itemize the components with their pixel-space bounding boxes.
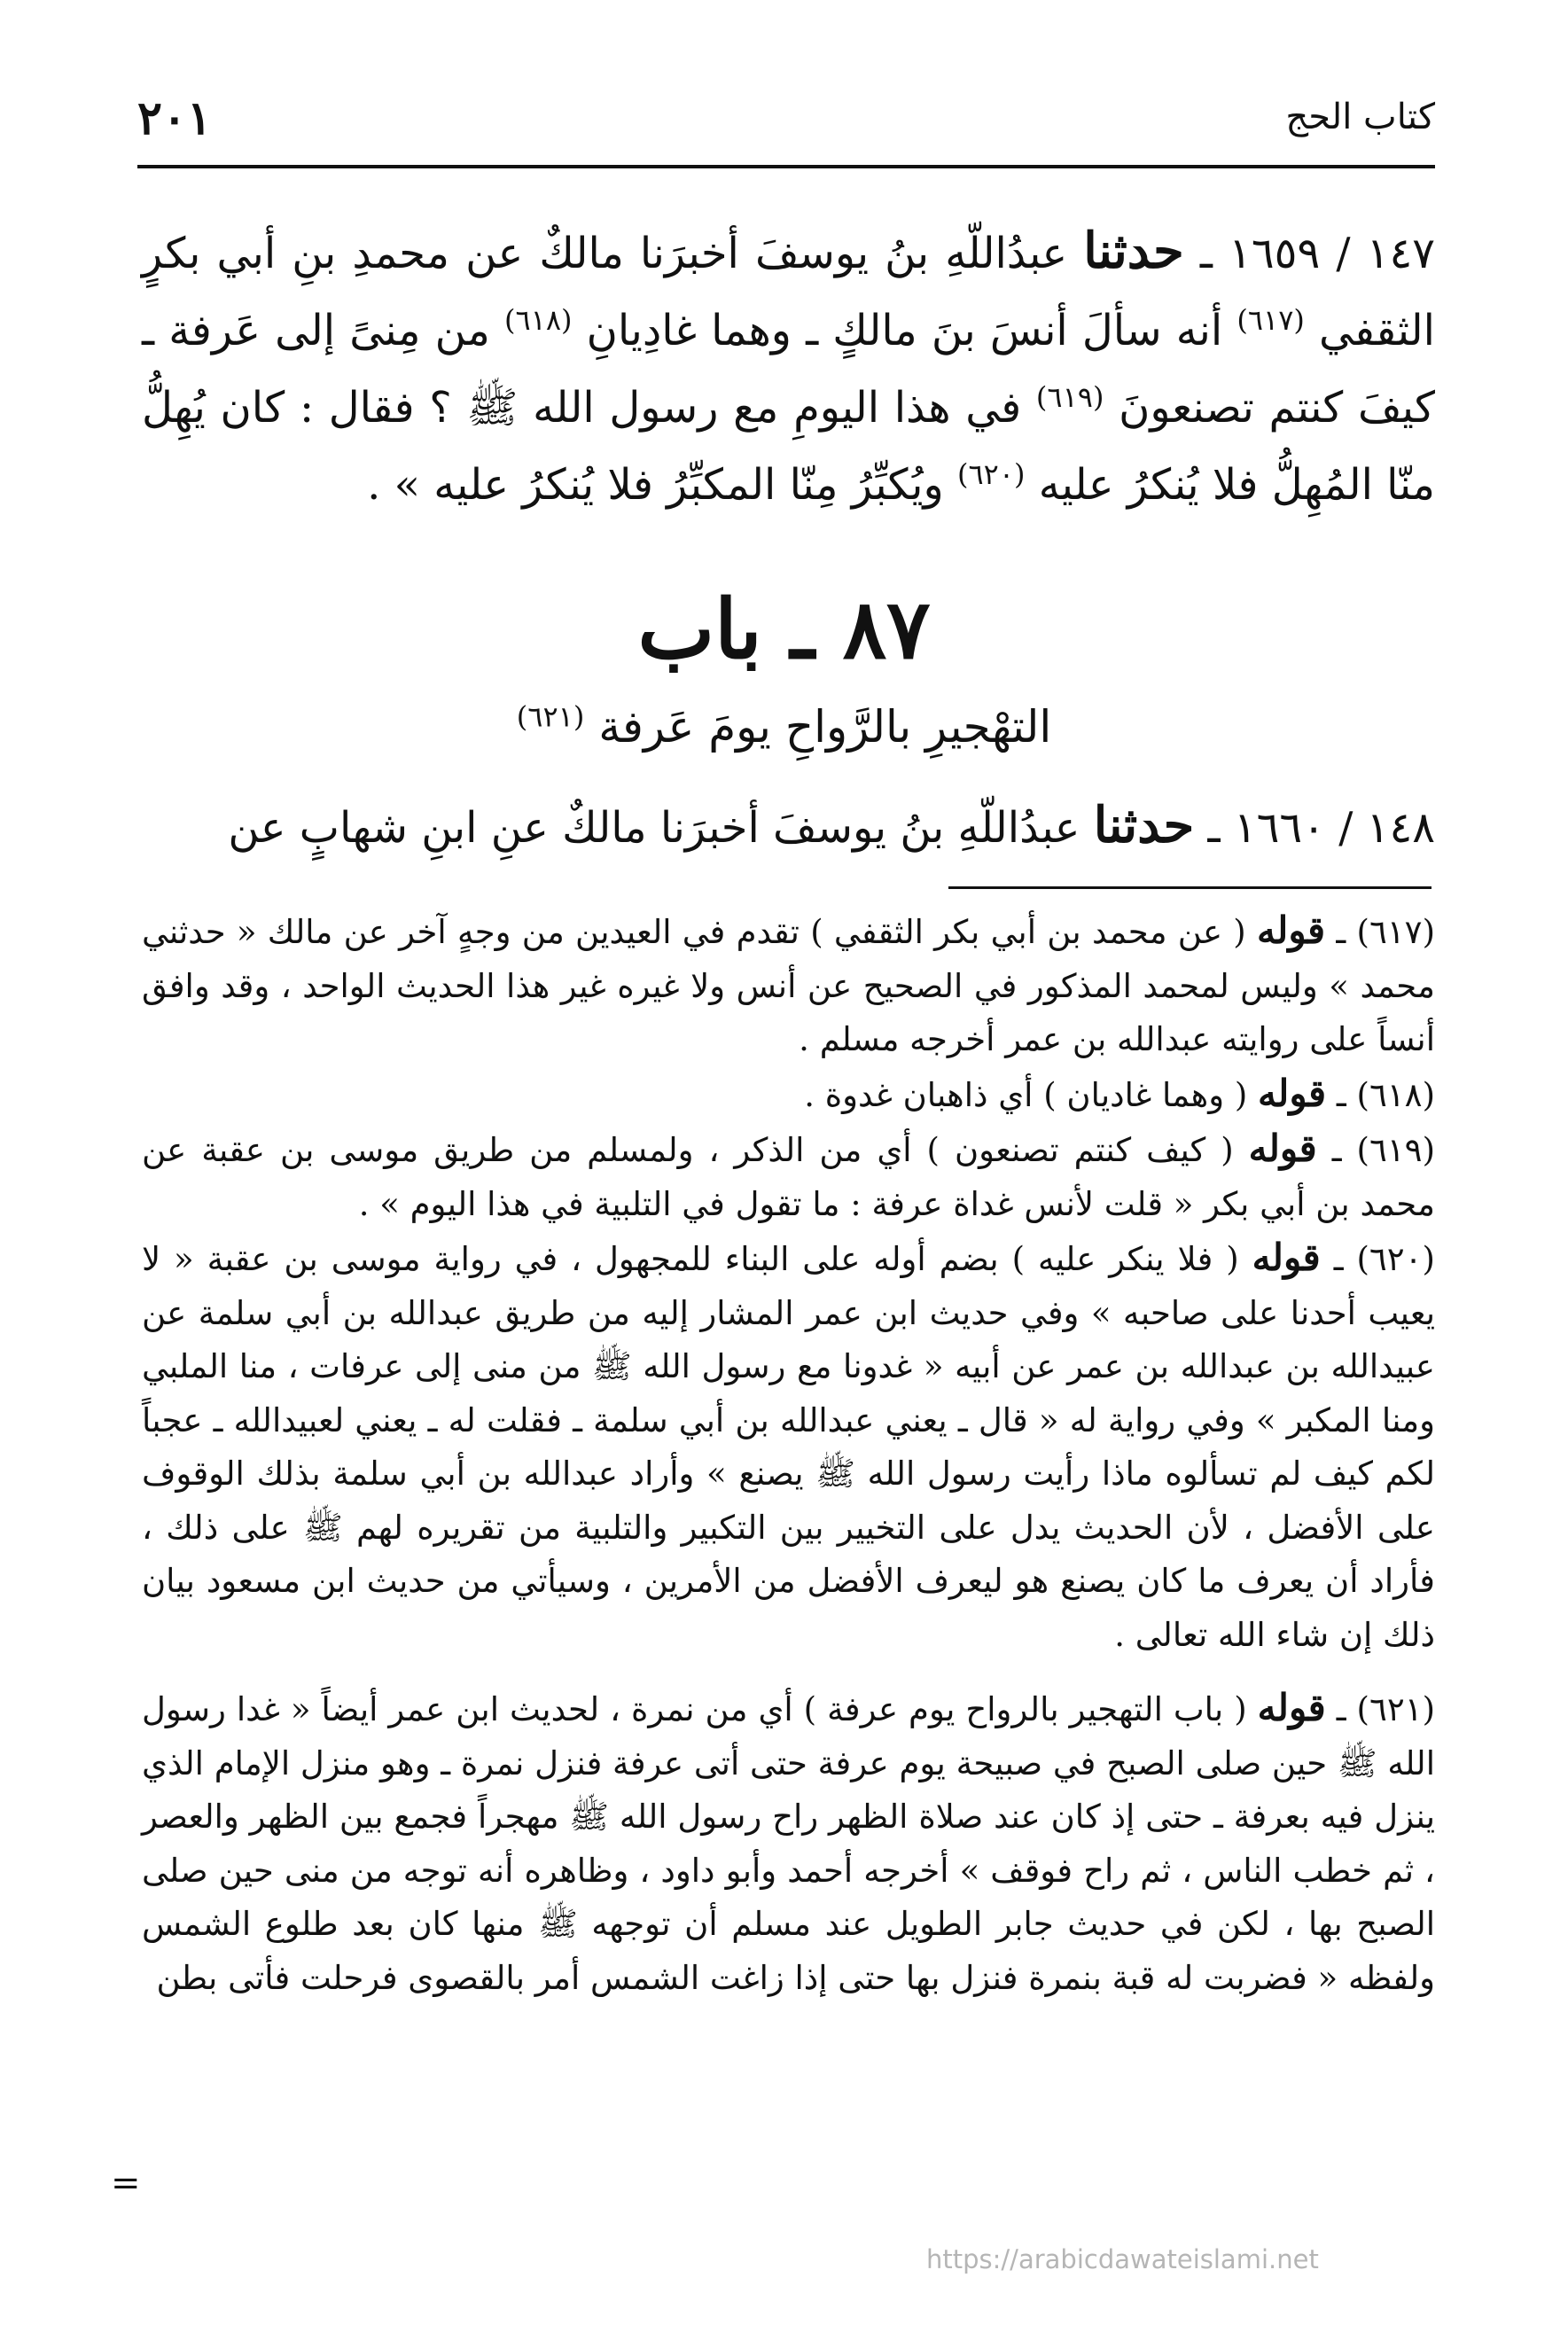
haddathana-word: حدثنا bbox=[1083, 222, 1184, 280]
footnote-ref-617[interactable]: (٦١٧) bbox=[1236, 303, 1305, 337]
qawluh-label: قوله bbox=[1257, 1686, 1326, 1729]
footnote-number: (٦٢٠) ـ bbox=[1333, 1240, 1435, 1278]
qawluh-label: قوله bbox=[1257, 909, 1326, 952]
header-divider bbox=[137, 165, 1435, 168]
page-number: ٢٠١ bbox=[137, 91, 212, 145]
footnote-620 bbox=[142, 1231, 1435, 1662]
chapter-subtitle bbox=[0, 691, 1568, 762]
hadith-text: ويُكبِّرُ مِنّا المكبِّرُ فلا يُنكرُ عليه » . bbox=[367, 460, 944, 510]
qawluh-label: قوله bbox=[1248, 1127, 1317, 1170]
book-title: كتاب الحج bbox=[1285, 97, 1435, 137]
hadith-number: ١٤٧ / ١٦٥٩ ـ bbox=[1199, 229, 1435, 278]
watermark-url: https://arabicdawateislami.net bbox=[926, 2244, 1319, 2274]
footnote-number: (٦١٧) ـ bbox=[1336, 913, 1435, 951]
haddathana-word: حدثنا bbox=[1093, 796, 1195, 854]
hadith-text: عبدُاللّهِ بنُ يوسفَ أخبرَنا مالكٌ عنِ ابنِ شهابٍ عن bbox=[228, 803, 1080, 853]
footnote-number: (٦١٩) ـ bbox=[1331, 1131, 1435, 1169]
footnote-621 bbox=[142, 1681, 1435, 2005]
footnote-text: ( فلا ينكر عليه ) بضم أوله على البناء للمجهول ، في رواية موسى بن عقبة « لا يعيب أحدنا على صاحبه » وفي حديث ابن عمر المشار إليه من طريق عبدالله بن أبي سلمة عن عبيدالله بن عبدالله بن عمر عن أبيه « غدونا مع رسول الله ﷺ من منى إلى عرفات ، منا الملبي ومنا المكبر » وفي رواية له « قال ـ يعني عبدالله بن أبي سلمة ـ فقلت له ـ يعني لعبيدالله ـ عجباً لكم كيف لم تسألوه ماذا رأيت رسول الله ﷺ يصنع » وأراد عبدالله بن أبي سلمة بذلك الوقوف على الأفضل ، لأن الحديث يدل على التخيير بين التكبير والتلبية من تقريره لهم ﷺ على ذلك ، فأراد أن يعرف ما كان يصنع هو ليعرف الأفضل من الأمرين ، وسيأتي من حديث ابن مسعود بيان ذلك إن شاء الله تعالى . bbox=[142, 1240, 1435, 1654]
hadith-number: ١٤٨ / ١٦٦٠ ـ bbox=[1207, 803, 1435, 853]
footnote-ref-621[interactable]: (٦٢١) bbox=[516, 699, 585, 734]
footnote-text: ( كيف كنتم تصنعون ) أي من الذكر ، ولمسلم من طريق موسى بن عقبة عن محمد بن أبي بكر « قلت لأنس غداة عرفة : ما تقول في التلبية في هذا اليوم » . bbox=[142, 1131, 1435, 1223]
qawluh-label: قوله bbox=[1258, 1071, 1327, 1115]
chapter-heading: ٨٧ ـ باب bbox=[637, 581, 931, 677]
hadith-text: عبدُاللّهِ بنُ يوسفَ أخبرَنا مالكٌ عن محمدِ بنِ أبي بكرٍ الثقفي bbox=[142, 229, 1436, 355]
qawluh-label: قوله bbox=[1252, 1236, 1321, 1279]
footnotes-divider bbox=[948, 886, 1431, 889]
hadith-148 bbox=[142, 787, 1435, 867]
footnotes bbox=[142, 904, 1435, 2005]
footnote-ref-620[interactable]: (٦٢٠) bbox=[956, 457, 1026, 491]
footnote-ref-618[interactable]: (٦١٨) bbox=[503, 303, 573, 337]
footnote-617 bbox=[142, 904, 1435, 1067]
footnote-text: ( وهما غاديان ) أي ذاهبان غدوة . bbox=[804, 1075, 1248, 1114]
footnote-number: (٦١٨) ـ bbox=[1336, 1075, 1435, 1114]
hadith-text: في هذا اليومِ مع رسول الله ﷺ ؟ فقال : كان يُهِلُّ منّا المُهِلُّ فلا يُنكرُ عليه bbox=[142, 383, 1435, 510]
chapter-subtitle-text: التهْجيرِ بالرَّواحِ يومَ عَرفة bbox=[598, 701, 1052, 753]
footnote-619 bbox=[142, 1122, 1435, 1231]
footnote-number: (٦٢١) ـ bbox=[1336, 1690, 1436, 1728]
continuation-mark: = bbox=[111, 2163, 141, 2204]
hadith-text: أنه سألَ أنسَ بنَ مالكٍ ـ وهما غادِيانِ bbox=[586, 306, 1223, 355]
hadith-147 bbox=[142, 213, 1435, 524]
page-header bbox=[137, 84, 1435, 160]
footnote-ref-619[interactable]: (٦١٩) bbox=[1035, 380, 1104, 414]
footnote-text: ( باب التهجير بالرواح يوم عرفة ) أي من نمرة ، لحديث ابن عمر أيضاً « غدا رسول الله ﷺ حين صلى الصبح في صبيحة يوم عرفة حتى أتى عرفة فنزل نمرة ـ وهو منزل الإمام الذي ينزل فيه بعرفة ـ حتى إذ كان عند صلاة الظهر راح رسول الله ﷺ مهجراً فجمع بين الظهر والعصر ، ثم خطب الناس ، ثم راح فوقف » أخرجه أحمد وأبو داود ، وظاهره أنه توجه من منى حين صلى الصبح بها ، لكن في حديث جابر الطويل عند مسلم أن توجهه ﷺ منها كان بعد طلوع الشمس ولفظه « فضربت له قبة بنمرة فنزل بها حتى إذا زاغت الشمس أمر بالقصوى فرحلت فأتى بطن bbox=[142, 1690, 1435, 1997]
footnote-text: ( عن محمد بن أبي بكر الثقفي ) تقدم في العيدين من وجهٍ آخر عن مالك « حدثني محمد » وليس لمحمد المذكور في الصحيح عن أنس ولا غيره غير هذا الحديث الواحد ، وقد وافق أنساً على روايته عبدالله بن عمر أخرجه مسلم . bbox=[142, 913, 1435, 1058]
hadith-text: من مِنىً إلى عَرفة ـ كيفَ كنتم تصنعونَ bbox=[142, 306, 1436, 433]
footnote-618 bbox=[142, 1067, 1435, 1123]
